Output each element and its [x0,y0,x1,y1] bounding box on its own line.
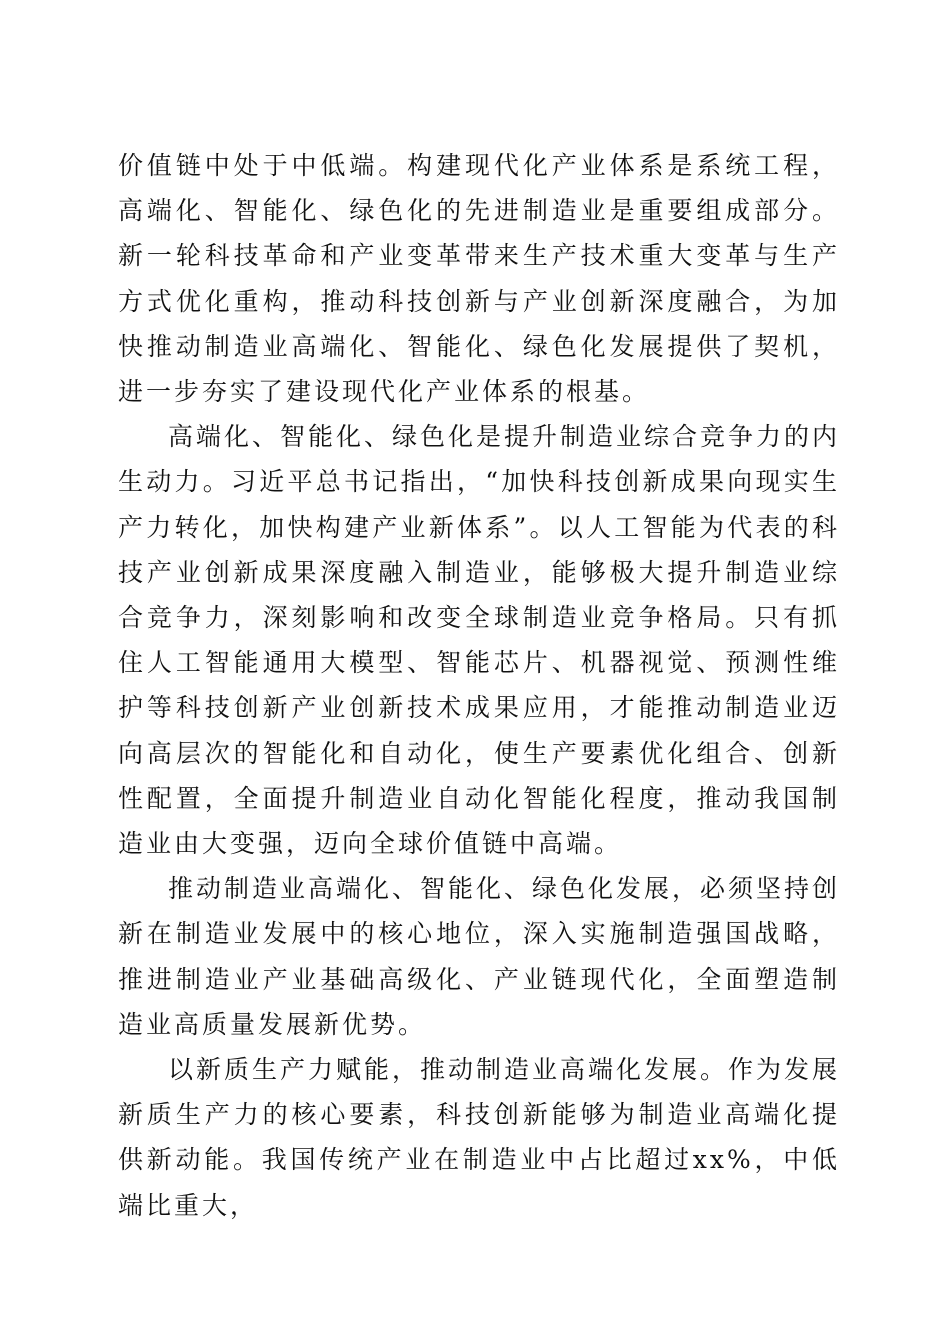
document-body [118,143,840,1228]
paragraph-2: 高端化、智能化、绿色化是提升制造业综合竞争力的内生动力。习近平总书记指出，“加快科技创新成果向现实生产力转化，加快构建产业新体系”。以人工智能为代表的科技产业创新成果深度融入制造业，能够极大提升制造业综合竞争力，深刻影响和改变全球制造业竞争格局。只有抓住人工智能通用大模型、智能芯片、机器视觉、预测性维护等科技创新产业创新技术成果应用，才能推动制造业迈向高层次的智能化和自动化，使生产要素优化组合、创新性配置，全面提升制造业自动化智能化程度，推动我国制造业由大变强，迈向全球价值链中高端。 [118,422,841,859]
paragraph-1: 价值链中处于中低端。构建现代化产业体系是系统工程，高端化、智能化、绿色化的先进制造业是重要组成部分。新一轮科技革命和产业变革带来生产技术重大变革与生产方式优化重构，推动科技创新与产业创新深度融合，为加快推动制造业高端化、智能化、绿色化发展提供了契机，进一步夯实了建设现代化产业体系的根基。 [118,151,840,407]
paragraph-3: 推动制造业高端化、智能化、绿色化发展，必须坚持创新在制造业发展中的核心地位，深入实施制造强国战略，推进制造业产业基础高级化、产业链现代化，全面塑造制造业高质量发展新优势。 [118,874,841,1039]
paragraph-4: 以新质生产力赋能，推动制造业高端化发展。作为发展新质生产力的核心要素，科技创新能够为制造业高端化提供新动能。我国传统产业在制造业中占比超过xx%，中低端比重大， [118,1055,841,1220]
